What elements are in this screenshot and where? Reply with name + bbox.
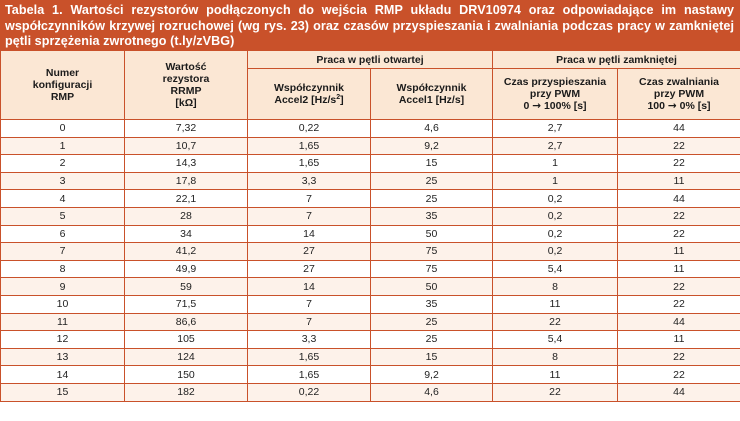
header-accel1 <box>371 69 493 120</box>
cell-accel-time: 8 <box>493 348 618 366</box>
header-accel-time <box>493 69 618 120</box>
cell-accel-time: 1 <box>493 172 618 190</box>
header-decel-time-line-2: przy PWM <box>653 88 705 100</box>
cell-decel-time: 11 <box>618 243 740 261</box>
table-caption: Tabela 1. Wartości rezystorów podłączonych do wejścia RMP układu DRV10974 oraz odpowiadające im nastawy współczynników krzywej rozruchowej (wg rys. 23) oraz czasów przyspieszania i zwalniania podczas pracy w zamkniętej pętli sprzężenia zwrotnego (t.ly/zVBG) <box>0 0 740 50</box>
cell-accel-time: 0,2 <box>493 225 618 243</box>
cell-accel1: 75 <box>371 243 493 261</box>
cell-accel1: 9,2 <box>371 366 493 384</box>
cell-config: 7 <box>1 243 125 261</box>
cell-accel1: 25 <box>371 331 493 349</box>
cell-resistor: 124 <box>125 348 248 366</box>
cell-accel-time: 8 <box>493 278 618 296</box>
cell-accel-time: 22 <box>493 313 618 331</box>
cell-accel2: 1,65 <box>248 155 371 173</box>
table-row <box>1 172 740 190</box>
header-resistor-line-3: RRMP <box>170 85 202 97</box>
header-accel-time-to: 100% [s] <box>543 100 587 112</box>
header-decel-time-line-1: Czas zwalniania <box>639 76 719 88</box>
cell-config: 9 <box>1 278 125 296</box>
header-closed-loop: Praca w pętli zamkniętej <box>493 51 740 69</box>
table-row <box>1 155 740 173</box>
cell-resistor: 17,8 <box>125 172 248 190</box>
cell-resistor: 14,3 <box>125 155 248 173</box>
cell-accel1: 50 <box>371 278 493 296</box>
header-resistor <box>125 51 248 120</box>
table-row <box>1 225 740 243</box>
cell-accel2: 14 <box>248 278 371 296</box>
table-row <box>1 366 740 384</box>
cell-config: 10 <box>1 295 125 313</box>
cell-accel1: 25 <box>371 313 493 331</box>
table-row <box>1 295 740 313</box>
cell-config: 8 <box>1 260 125 278</box>
cell-config: 0 <box>1 120 125 138</box>
cell-accel1: 35 <box>371 207 493 225</box>
cell-config: 5 <box>1 207 125 225</box>
cell-accel1: 50 <box>371 225 493 243</box>
cell-resistor: 41,2 <box>125 243 248 261</box>
cell-accel-time: 2,7 <box>493 137 618 155</box>
cell-decel-time: 44 <box>618 383 740 401</box>
header-config-line-3: RMP <box>50 91 75 103</box>
cell-accel2: 14 <box>248 225 371 243</box>
cell-accel1: 9,2 <box>371 137 493 155</box>
cell-accel2: 1,65 <box>248 137 371 155</box>
cell-resistor: 28 <box>125 207 248 225</box>
cell-accel1: 15 <box>371 348 493 366</box>
arrow-right-icon: → <box>532 100 542 112</box>
cell-decel-time: 22 <box>618 348 740 366</box>
cell-accel-time: 5,4 <box>493 260 618 278</box>
cell-decel-time: 22 <box>618 295 740 313</box>
cell-accel1: 25 <box>371 190 493 208</box>
cell-resistor: 49,9 <box>125 260 248 278</box>
cell-accel-time: 11 <box>493 295 618 313</box>
cell-config: 1 <box>1 137 125 155</box>
cell-accel-time: 22 <box>493 383 618 401</box>
header-decel-time <box>618 69 740 120</box>
cell-config: 11 <box>1 313 125 331</box>
table-row <box>1 190 740 208</box>
cell-accel2: 7 <box>248 190 371 208</box>
cell-accel-time: 5,4 <box>493 331 618 349</box>
cell-decel-time: 22 <box>618 207 740 225</box>
cell-accel2: 27 <box>248 243 371 261</box>
cell-config: 2 <box>1 155 125 173</box>
cell-resistor: 7,32 <box>125 120 248 138</box>
table-row <box>1 260 740 278</box>
cell-decel-time: 22 <box>618 155 740 173</box>
cell-accel-time: 0,2 <box>493 207 618 225</box>
cell-accel-time: 0,2 <box>493 243 618 261</box>
data-table <box>0 50 740 402</box>
header-accel2 <box>248 69 371 120</box>
cell-accel2: 1,65 <box>248 366 371 384</box>
header-resistor-line-4: [kΩ] <box>175 97 197 109</box>
cell-config: 4 <box>1 190 125 208</box>
cell-config: 3 <box>1 172 125 190</box>
table-row <box>1 331 740 349</box>
header-resistor-line-1: Wartość <box>165 61 207 73</box>
cell-config: 12 <box>1 331 125 349</box>
cell-config: 14 <box>1 366 125 384</box>
table-row <box>1 243 740 261</box>
header-accel-time-line-1: Czas przyspieszania <box>503 76 607 88</box>
cell-accel-time: 1 <box>493 155 618 173</box>
cell-accel2: 0,22 <box>248 383 371 401</box>
cell-accel-time: 11 <box>493 366 618 384</box>
table-row <box>1 348 740 366</box>
table-row <box>1 383 740 401</box>
header-config <box>1 51 125 120</box>
table-row <box>1 120 740 138</box>
header-config-line-2: konfiguracji <box>32 79 93 91</box>
header-accel2-unit: Accel2 [Hz/s <box>274 94 337 106</box>
cell-accel2: 0,22 <box>248 120 371 138</box>
cell-accel1: 75 <box>371 260 493 278</box>
cell-resistor: 182 <box>125 383 248 401</box>
cell-accel1: 25 <box>371 172 493 190</box>
arrow-right-icon: → <box>667 100 677 112</box>
header-decel-time-from: 100 <box>647 100 665 112</box>
cell-resistor: 86,6 <box>125 313 248 331</box>
cell-config: 6 <box>1 225 125 243</box>
table-row <box>1 137 740 155</box>
cell-decel-time: 44 <box>618 120 740 138</box>
cell-config: 15 <box>1 383 125 401</box>
cell-decel-time: 22 <box>618 225 740 243</box>
cell-resistor: 71,5 <box>125 295 248 313</box>
cell-accel2: 3,3 <box>248 172 371 190</box>
cell-accel-time: 2,7 <box>493 120 618 138</box>
cell-decel-time: 11 <box>618 331 740 349</box>
header-open-loop: Praca w pętli otwartej <box>248 51 493 69</box>
cell-decel-time: 11 <box>618 172 740 190</box>
cell-decel-time: 11 <box>618 260 740 278</box>
cell-accel2: 7 <box>248 207 371 225</box>
header-accel1-line-1: Współczynnik <box>396 82 467 94</box>
header-config-line-1: Numer <box>45 67 80 79</box>
table-row <box>1 313 740 331</box>
cell-accel1: 15 <box>371 155 493 173</box>
header-accel2-exponent: 2 <box>336 94 341 101</box>
header-accel2-line-1: Współczynnik <box>273 82 344 94</box>
header-decel-time-to: 0% [s] <box>679 100 711 112</box>
cell-decel-time: 22 <box>618 366 740 384</box>
cell-resistor: 10,7 <box>125 137 248 155</box>
table-row <box>1 278 740 296</box>
cell-resistor: 34 <box>125 225 248 243</box>
table-row <box>1 207 740 225</box>
cell-decel-time: 44 <box>618 313 740 331</box>
header-accel2-bracket: ] <box>340 94 344 106</box>
cell-resistor: 105 <box>125 331 248 349</box>
cell-accel1: 35 <box>371 295 493 313</box>
header-accel1-line-2: Accel1 [Hz/s] <box>398 94 465 106</box>
header-accel-time-from: 0 <box>523 100 530 112</box>
cell-resistor: 150 <box>125 366 248 384</box>
cell-decel-time: 44 <box>618 190 740 208</box>
cell-accel1: 4,6 <box>371 383 493 401</box>
cell-accel2: 3,3 <box>248 331 371 349</box>
cell-decel-time: 22 <box>618 278 740 296</box>
cell-decel-time: 22 <box>618 137 740 155</box>
cell-accel2: 7 <box>248 313 371 331</box>
cell-accel2: 7 <box>248 295 371 313</box>
header-resistor-line-2: rezystora <box>162 73 210 85</box>
cell-accel1: 4,6 <box>371 120 493 138</box>
cell-accel2: 27 <box>248 260 371 278</box>
cell-config: 13 <box>1 348 125 366</box>
cell-accel-time: 0,2 <box>493 190 618 208</box>
cell-resistor: 59 <box>125 278 248 296</box>
cell-resistor: 22,1 <box>125 190 248 208</box>
header-accel-time-line-2: przy PWM <box>529 88 581 100</box>
cell-accel2: 1,65 <box>248 348 371 366</box>
